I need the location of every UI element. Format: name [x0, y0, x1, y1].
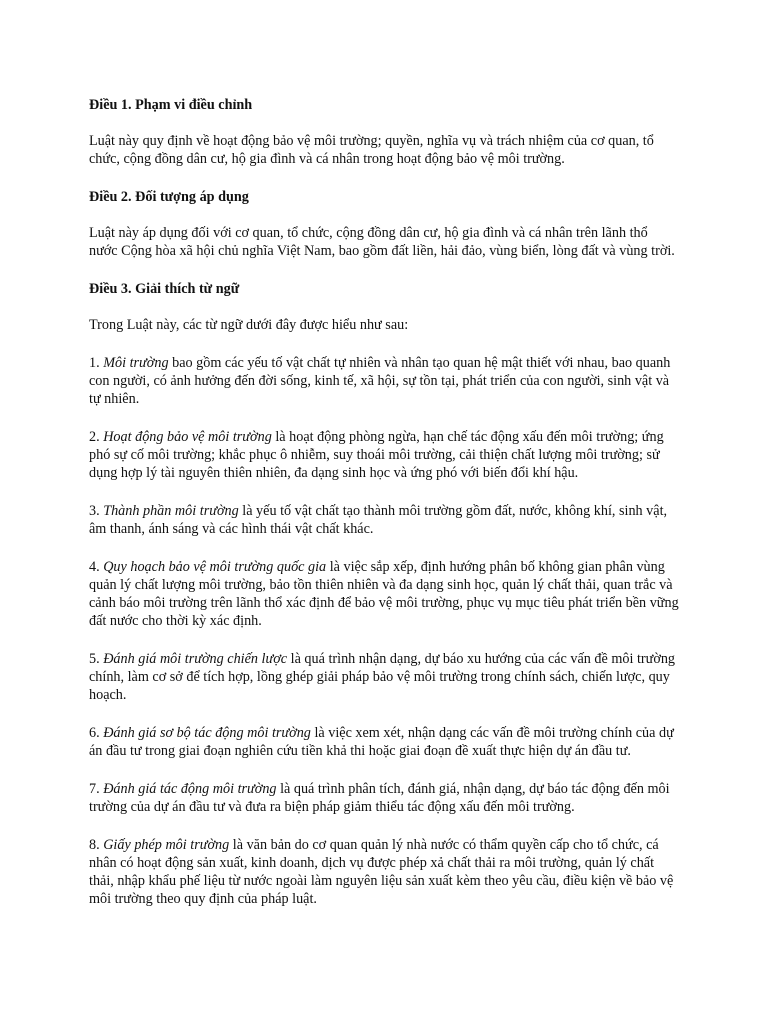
definition-text: là hoạt động phòng ngừa, hạn chế tác động xấu đến môi trường; ứng phó sự cố môi trường; khắc phục ô nhiễm, suy thoái môi trường, cải thiện chất lượng môi trường; sử dụng hợp lý tài nguyên thiên nhiên, đa dạng sinh học và ứng phó với biến đổi khí hậu. — [89, 429, 664, 481]
definition-text: là yếu tố vật chất tạo thành môi trường gồm đất, nước, không khí, sinh vật, âm thanh, ánh sáng và các hình thái vật chất khác. — [89, 503, 668, 537]
article-2-heading: Điều 2. Đối tượng áp dụng — [89, 189, 249, 205]
definition-number: 7. — [89, 781, 100, 797]
definition-number: 5. — [89, 651, 100, 667]
definition-term: Thành phần môi trường — [103, 503, 239, 519]
article-1-body: Luật này quy định về hoạt động bảo vệ môi trường; quyền, nghĩa vụ và trách nhiệm của cơ quan, tổ chức, cộng đồng dân cư, hộ gia đình và cá nhân trong hoạt động bảo vệ môi trường. — [89, 133, 654, 167]
definition-term: Đánh giá sơ bộ tác động môi trường — [103, 725, 311, 741]
definition-term: Đánh giá môi trường chiến lược — [103, 651, 288, 667]
article-2-body: Luật này áp dụng đối với cơ quan, tổ chức, cộng đồng dân cư, hộ gia đình và cá nhân trên lãnh thổ nước Cộng hòa xã hội chủ nghĩa Việt Nam, bao gồm đất liền, hải đảo, vùng biển, lòng đất và vùng trời. — [89, 225, 675, 259]
definition-term: Môi trường — [103, 355, 169, 371]
article-3-intro: Trong Luật này, các từ ngữ dưới đây được hiểu như sau: — [89, 317, 409, 333]
definition-2 — [89, 428, 679, 482]
definition-text: là việc sắp xếp, định hướng phân bố không gian phân vùng quản lý chất lượng môi trường, bảo tồn thiên nhiên và đa dạng sinh học, quản lý chất thải, quan trắc và cảnh báo môi trường trên lãnh thổ xác định để bảo vệ môi trường, phục vụ mục tiêu phát triển bền vững đất nước cho thời kỳ xác định. — [89, 559, 679, 629]
definition-8 — [89, 836, 679, 908]
definition-number: 4. — [89, 559, 100, 575]
definition-4 — [89, 558, 679, 630]
definition-term: Đánh giá tác động môi trường — [103, 781, 277, 797]
definition-5 — [89, 650, 679, 704]
article-3-heading: Điều 3. Giải thích từ ngữ — [89, 281, 240, 297]
article-1-heading: Điều 1. Phạm vi điều chỉnh — [89, 97, 253, 113]
definition-text: là quá trình phân tích, đánh giá, nhận dạng, dự báo tác động đến môi trường của dự án đầu tư và đưa ra biện pháp giảm thiểu tác động xấu đến môi trường. — [89, 781, 670, 815]
definition-text: là việc xem xét, nhận dạng các vấn đề môi trường chính của dự án đầu tư trong giai đoạn nghiên cứu tiền khả thi hoặc giai đoạn đề xuất thực hiện dự án đầu tư. — [89, 725, 674, 759]
definition-term: Quy hoạch bảo vệ môi trường quốc gia — [103, 559, 327, 575]
definition-6 — [89, 724, 679, 760]
definition-number: 2. — [89, 429, 100, 445]
definition-1 — [89, 354, 679, 408]
definition-number: 1. — [89, 355, 100, 371]
definition-text: là văn bản do cơ quan quản lý nhà nước có thẩm quyền cấp cho tổ chức, cá nhân có hoạt động sản xuất, kinh doanh, dịch vụ được phép xả chất thải ra môi trường, quản lý chất thải, nhập khẩu phế liệu từ nước ngoài làm nguyên liệu sản xuất kèm theo yêu cầu, điều kiện về bảo vệ môi trường theo quy định của pháp luật. — [89, 837, 674, 907]
definition-7 — [89, 780, 679, 816]
definition-number: 8. — [89, 837, 100, 853]
document-content — [89, 96, 679, 908]
definition-term: Giấy phép môi trường — [103, 837, 230, 853]
definition-number: 6. — [89, 725, 100, 741]
definition-text: bao gồm các yếu tố vật chất tự nhiên và nhân tạo quan hệ mật thiết với nhau, bao quanh con người, có ảnh hưởng đến đời sống, kinh tế, xã hội, sự tồn tại, phát triển của con người, sinh vật và tự nhiên. — [89, 355, 671, 407]
definition-term: Hoạt động bảo vệ môi trường — [103, 429, 272, 445]
definition-3 — [89, 502, 679, 538]
definition-number: 3. — [89, 503, 100, 519]
definition-text: là quá trình nhận dạng, dự báo xu hướng của các vấn đề môi trường chính, làm cơ sở để tích hợp, lồng ghép giải pháp bảo vệ môi trường trong chính sách, chiến lược, quy hoạch. — [89, 651, 676, 703]
